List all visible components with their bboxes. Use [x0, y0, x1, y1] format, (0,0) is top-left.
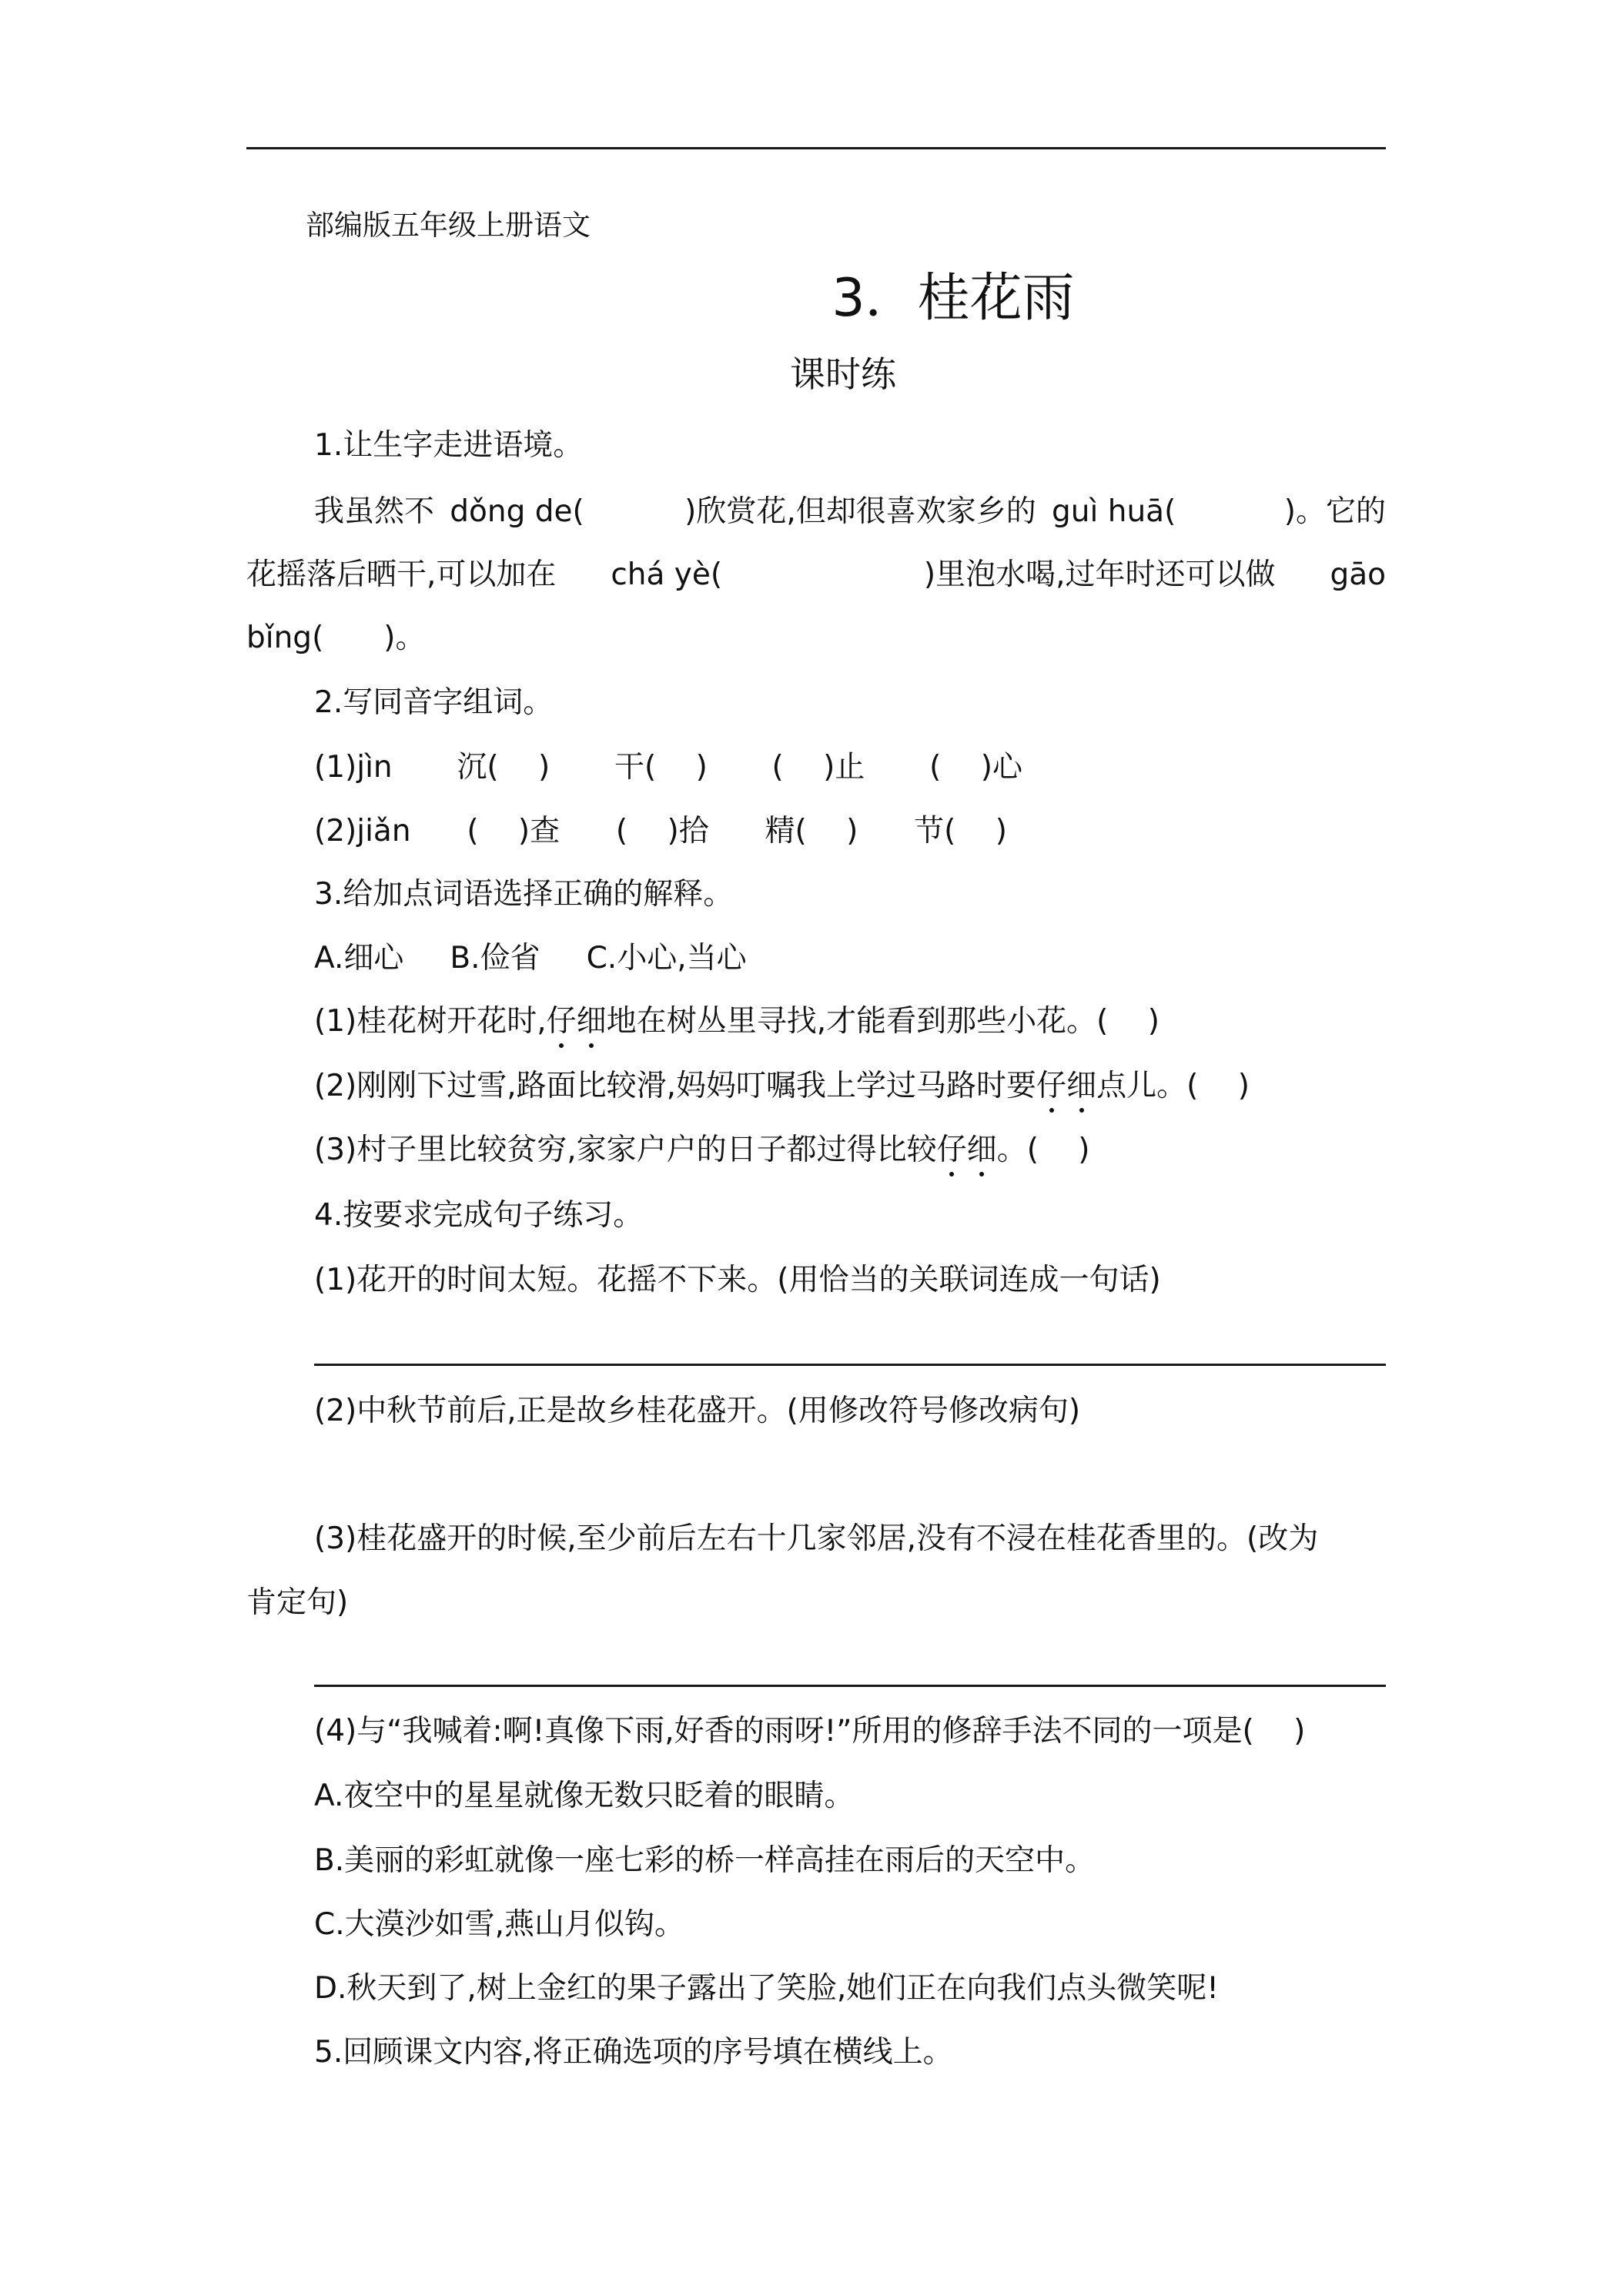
q3-item3-dotted-2: 细: [966, 1133, 997, 1167]
q1-line1-pinyin-1: dǒng de(: [450, 494, 584, 529]
q2-row2-pinyin: (2)jiǎn: [314, 814, 411, 848]
q4-choice-a: A.夜空中的星星就像无数只眨着的眼睛。: [314, 1779, 855, 1813]
q3-item2-after: 点儿。( ): [1096, 1069, 1250, 1103]
q3-heading: 3.给加点词语选择正确的解释。: [314, 877, 734, 912]
q1-line1: [314, 494, 1386, 530]
q4-choice-c: C.大漠沙如雪,燕山月似钩。: [314, 1907, 685, 1942]
q2-row2-word-2[interactable]: ( )拾: [615, 814, 709, 848]
q2-row1-word-2[interactable]: 干( ): [614, 750, 708, 785]
q3-options: [314, 941, 747, 977]
q1-line1-text-c: )。它的: [1283, 494, 1386, 529]
q1-line1-pinyin-2: guì huā(: [1052, 494, 1176, 529]
header-rule: [246, 147, 1386, 149]
q3-item3-dotted-1: 仔: [936, 1133, 967, 1167]
q2-row2-word-3[interactable]: 精( ): [765, 814, 858, 848]
lesson-subtitle: [0, 346, 1623, 397]
q3-item3-after: 。( ): [996, 1133, 1090, 1167]
q4-sentence-4: (4)与“我喊着:啊!真像下雨,好香的雨呀!”所用的修辞手法不同的一项是( ): [314, 1714, 1306, 1749]
q3-item1-dotted-1: 仔: [546, 1004, 577, 1039]
q4-choice-b: B.美丽的彩虹就像一座七彩的桥一样高挂在雨后的天空中。: [314, 1843, 1096, 1878]
lesson-title-text: 3．桂花雨: [832, 268, 1075, 329]
q3-item-1: [314, 1004, 1160, 1040]
q1-line2-pinyin-1: chá yè(: [611, 557, 723, 592]
q3-item1-before: (1)桂花树开花时,: [314, 1004, 547, 1039]
q3-item2-dotted-2: 细: [1066, 1069, 1097, 1103]
q3-item1-after: 地在树丛里寻找,才能看到那些小花。( ): [606, 1004, 1160, 1039]
q2-row1-pinyin: (1)jìn: [314, 750, 393, 785]
q3-item1-dotted-2: 细: [576, 1004, 607, 1039]
q3-item2-dotted-1: 仔: [1036, 1069, 1067, 1103]
q4-answer-line-3[interactable]: [314, 1685, 1386, 1687]
q4-sentence-2: (2)中秋节前后,正是故乡桂花盛开。(用修改符号修改病句): [314, 1394, 1081, 1428]
q4-choice-d: D.秋天到了,树上金红的果子露出了笑脸,她们正在向我们点头微笑呢!: [314, 1971, 1219, 2006]
q2-row-2: [314, 814, 1007, 850]
q4-answer-line-1[interactable]: [314, 1364, 1386, 1366]
lesson-subtitle-text: 课时练: [790, 353, 896, 395]
subject-header: 部编版五年级上册语文: [306, 209, 591, 242]
q1-blank-1[interactable]: [600, 494, 669, 530]
q1-line2-text-a: 花摇落后晒干,可以加在: [246, 557, 557, 592]
q1-line1-text-b: )欣赏花,但却很喜欢家乡的: [684, 494, 1036, 529]
q4-sentence-3: (3)桂花盛开的时候,至少前后左右十几家邻居,没有不浸在桂花香里的。(改为: [314, 1521, 1319, 1556]
q2-row1-word-3[interactable]: ( )止: [771, 750, 865, 785]
q1-line2: [246, 557, 1386, 594]
q2-row2-word-1[interactable]: ( )查: [467, 814, 561, 848]
q1-line2-text-b: )里泡水喝,过年时还可以做: [923, 557, 1276, 592]
q3-option-a: A.细心: [314, 941, 404, 976]
q1-line2-pinyin-2: gāo: [1330, 557, 1386, 592]
q4-sentence-1: (1)花开的时间太短。花摇不下来。(用恰当的关联词连成一句话): [314, 1263, 1161, 1297]
q5-heading: 5.回顾课文内容,将正确选项的序号填在横线上。: [314, 2035, 953, 2070]
q3-item-3: [314, 1133, 1090, 1169]
q2-heading: 2.写同音字组词。: [314, 685, 554, 720]
q2-row1-word-1[interactable]: 沉( ): [457, 750, 550, 785]
q1-line1-text-a: 我虽然不: [314, 494, 435, 529]
q2-row2-word-4[interactable]: 节( ): [914, 814, 1007, 848]
q4-sentence-3-cont: 肯定句): [246, 1585, 349, 1620]
q2-row-1: [314, 750, 1022, 786]
q4-heading: 4.按要求完成句子练习。: [314, 1198, 644, 1233]
q1-blank-3[interactable]: [777, 557, 869, 594]
q3-item-2: [314, 1069, 1250, 1105]
lesson-title: [0, 256, 1623, 331]
q3-item3-before: (3)村子里比较贫穷,家家户户的日子都过得比较: [314, 1133, 937, 1167]
q1-line3: bǐng( )。: [246, 621, 426, 655]
q1-heading: 1.让生字走进语境。: [314, 428, 584, 463]
q3-option-b: B.俭省: [450, 941, 540, 976]
q2-row1-word-4[interactable]: ( )心: [929, 750, 1022, 785]
q3-item2-before: (2)刚刚下过雪,路面比较滑,妈妈叮嘱我上学过马路时要: [314, 1069, 1037, 1103]
q1-blank-2[interactable]: [1192, 494, 1269, 530]
q3-option-c: C.小心,当心: [586, 941, 747, 976]
